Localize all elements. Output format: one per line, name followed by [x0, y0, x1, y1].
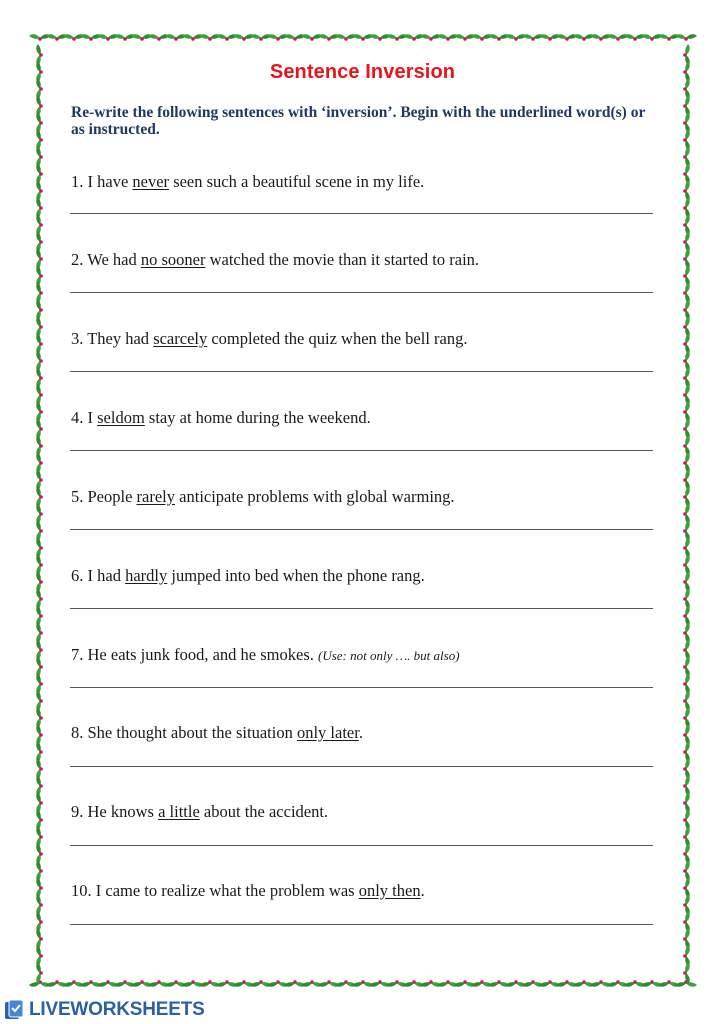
- question-6: 6. I had hardly jumped into bed when the phone rang.: [71, 566, 425, 585]
- answer-line-4[interactable]: [70, 450, 653, 451]
- underlined-word: a little: [158, 802, 200, 821]
- liveworksheets-brand[interactable]: [4, 998, 205, 1022]
- answer-line-10[interactable]: [70, 924, 653, 925]
- answer-line-9[interactable]: [70, 845, 653, 846]
- instructions: Re-write the following sentences with ‘inversion’. Begin with the underlined word(s) or as instructed.: [71, 104, 646, 138]
- question-5: 5. People rarely anticipate problems with global warming.: [71, 487, 455, 506]
- question-10: 10. I came to realize what the problem was only then.: [71, 881, 425, 900]
- question-1: 1. I have never seen such a beautiful scene in my life.: [71, 172, 425, 191]
- brand-name: LIVEWORKSHEETS: [29, 999, 205, 1020]
- liveworksheets-logo-icon: [4, 999, 26, 1021]
- underlined-word: hardly: [125, 566, 168, 585]
- answer-line-5[interactable]: [70, 529, 653, 530]
- question-8: 8. She thought about the situation only later.: [71, 723, 363, 742]
- instruction-note: (Use: not only …. but also): [318, 648, 460, 663]
- underlined-word: only then: [358, 881, 421, 900]
- underlined-word: seldom: [97, 408, 145, 427]
- answer-line-8[interactable]: [70, 766, 653, 767]
- underlined-word: never: [132, 172, 170, 191]
- underlined-word: no sooner: [140, 250, 206, 269]
- question-9: 9. He knows a little about the accident.: [71, 802, 329, 821]
- answer-line-7[interactable]: [70, 687, 653, 688]
- underlined-word: rarely: [136, 487, 176, 506]
- answer-line-6[interactable]: [70, 608, 653, 609]
- question-4: 4. I seldom stay at home during the weekend.: [71, 408, 371, 427]
- question-7: 7. He eats junk food, and he smokes. (Use: not only …. but also): [71, 645, 460, 664]
- question-3: 3. They had scarcely completed the quiz when the bell rang.: [71, 329, 468, 348]
- question-2: 2. We had no sooner watched the movie than it started to rain.: [71, 250, 480, 269]
- answer-line-2[interactable]: [70, 292, 653, 293]
- underlined-word: only later: [296, 723, 359, 742]
- answer-line-1[interactable]: [70, 213, 653, 214]
- answer-line-3[interactable]: [70, 371, 653, 372]
- underlined-word: scarcely: [153, 329, 208, 348]
- page-title: Sentence Inversion: [269, 61, 456, 83]
